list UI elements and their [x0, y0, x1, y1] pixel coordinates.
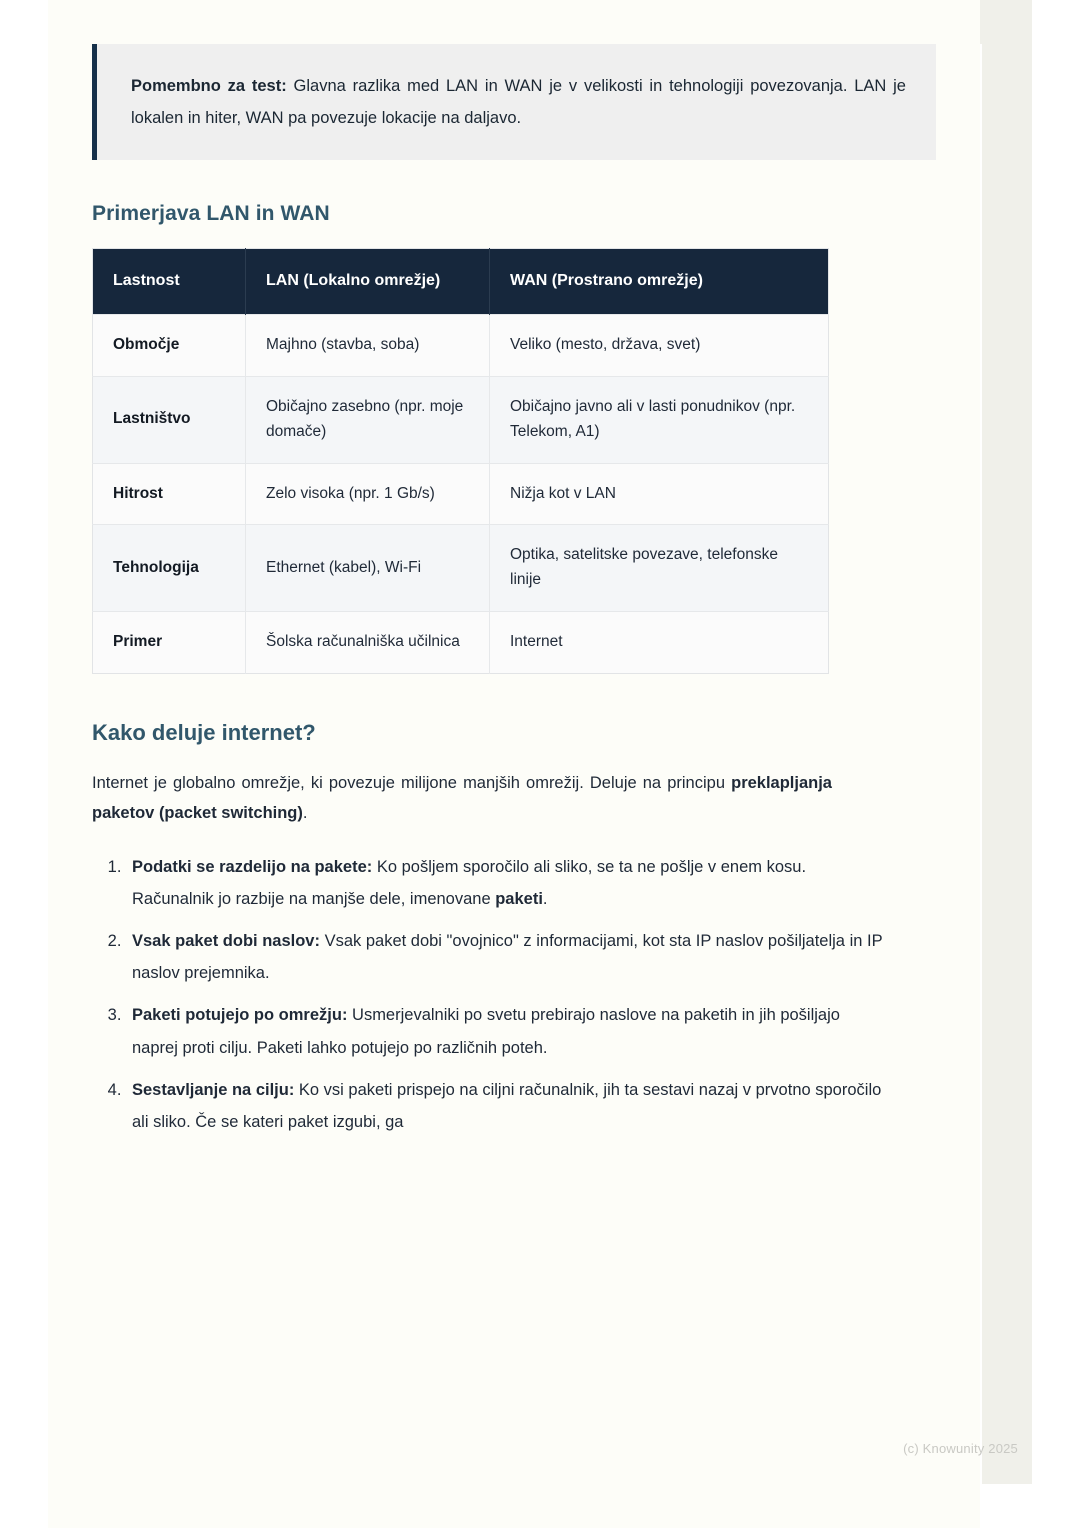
- row-lan: Zelo visoka (npr. 1 Gb/s): [246, 463, 490, 525]
- list-item: [126, 999, 886, 1063]
- row-lan: Običajno zasebno (npr. moje domače): [246, 376, 490, 463]
- internet-intro-paragraph: [92, 768, 832, 829]
- row-wan: Nižja kot v LAN: [490, 463, 829, 525]
- table-header-wan: WAN (Prostrano omrežje): [490, 249, 829, 315]
- step-text: Ko pošljem sporočilo ali sliko, se ta ne pošlje v enem kosu. Računalnik jo razbije na manjše dele, imenovane: [132, 857, 807, 908]
- packet-switching-steps: [92, 851, 886, 1138]
- step-label: Sestavljanje na cilju:: [132, 1080, 295, 1099]
- step-text: Ko vsi paketi prispejo na ciljni računalnik, jih ta sestavi nazaj v prvotno sporočilo ali sliko. Če se kateri paket izgubi, ga: [132, 1080, 882, 1131]
- row-property: Primer: [93, 611, 246, 673]
- row-wan: Veliko (mesto, država, svet): [490, 315, 829, 377]
- table-row: [93, 315, 829, 377]
- row-property: Območje: [93, 315, 246, 377]
- step-text: Usmerjevalniki po svetu prebirajo naslove na paketih in jih pošiljajo naprej proti cilju. Paketi lahko potujejo po različnih poteh.: [132, 1006, 840, 1057]
- callout-text: [131, 70, 906, 134]
- step-label: Vsak paket dobi naslov:: [132, 932, 320, 951]
- row-property: Tehnologija: [93, 525, 246, 612]
- table-header-property: Lastnost: [93, 249, 246, 315]
- table-header-row: [93, 249, 829, 315]
- table-header-lan: LAN (Lokalno omrežje): [246, 249, 490, 315]
- callout-body: Glavna razlika med LAN in WAN je v velikosti in tehnologiji povezovanja. LAN je lokalen in hiter, WAN pa povezuje lokacije na daljavo.: [131, 77, 906, 128]
- document-page: [48, 0, 980, 1528]
- callout-label: Pomembno za test:: [131, 77, 287, 95]
- internet-heading: Kako deluje internet?: [92, 719, 316, 745]
- row-property: Lastništvo: [93, 376, 246, 463]
- intro-bold: preklapljanja paketov (packet switching): [92, 773, 832, 823]
- step-label: Podatki se razdelijo na pakete:: [132, 857, 373, 876]
- intro-part1: Internet je globalno omrežje, ki povezuje milijone manjših omrežij. Deluje na principu: [92, 773, 732, 792]
- row-lan: Majhno (stavba, soba): [246, 315, 490, 377]
- table-row: [93, 611, 829, 673]
- row-wan: Običajno javno ali v lasti ponudnikov (npr. Telekom, A1): [490, 376, 829, 463]
- lan-wan-comparison-table: [92, 248, 829, 673]
- row-wan: Internet: [490, 611, 829, 673]
- list-item: [126, 851, 886, 915]
- row-lan: Ethernet (kabel), Wi-Fi: [246, 525, 490, 612]
- row-property: Hitrost: [93, 463, 246, 525]
- table-row: [93, 463, 829, 525]
- step-text: Vsak paket dobi "ovojnico" z informacijami, kot sta IP naslov pošiljatelja in IP naslov prejemnika.: [132, 932, 883, 983]
- table-row: [93, 525, 829, 612]
- watermark: (c) Knowunity 2025: [903, 1441, 1018, 1456]
- comparison-heading: Primerjava LAN in WAN: [92, 202, 330, 226]
- table-row: [93, 376, 829, 463]
- important-callout: [92, 44, 936, 160]
- list-item: [126, 925, 886, 989]
- step-bold-2: paketi: [495, 889, 543, 908]
- step-label: Paketi potujejo po omrežju:: [132, 1006, 348, 1025]
- scroll-gutter[interactable]: [980, 0, 1032, 1484]
- step-text-2: .: [542, 889, 548, 908]
- row-lan: Šolska računalniška učilnica: [246, 611, 490, 673]
- row-wan: Optika, satelitske povezave, telefonske linije: [490, 525, 829, 612]
- list-item: [126, 1074, 886, 1138]
- intro-part2: .: [302, 804, 308, 823]
